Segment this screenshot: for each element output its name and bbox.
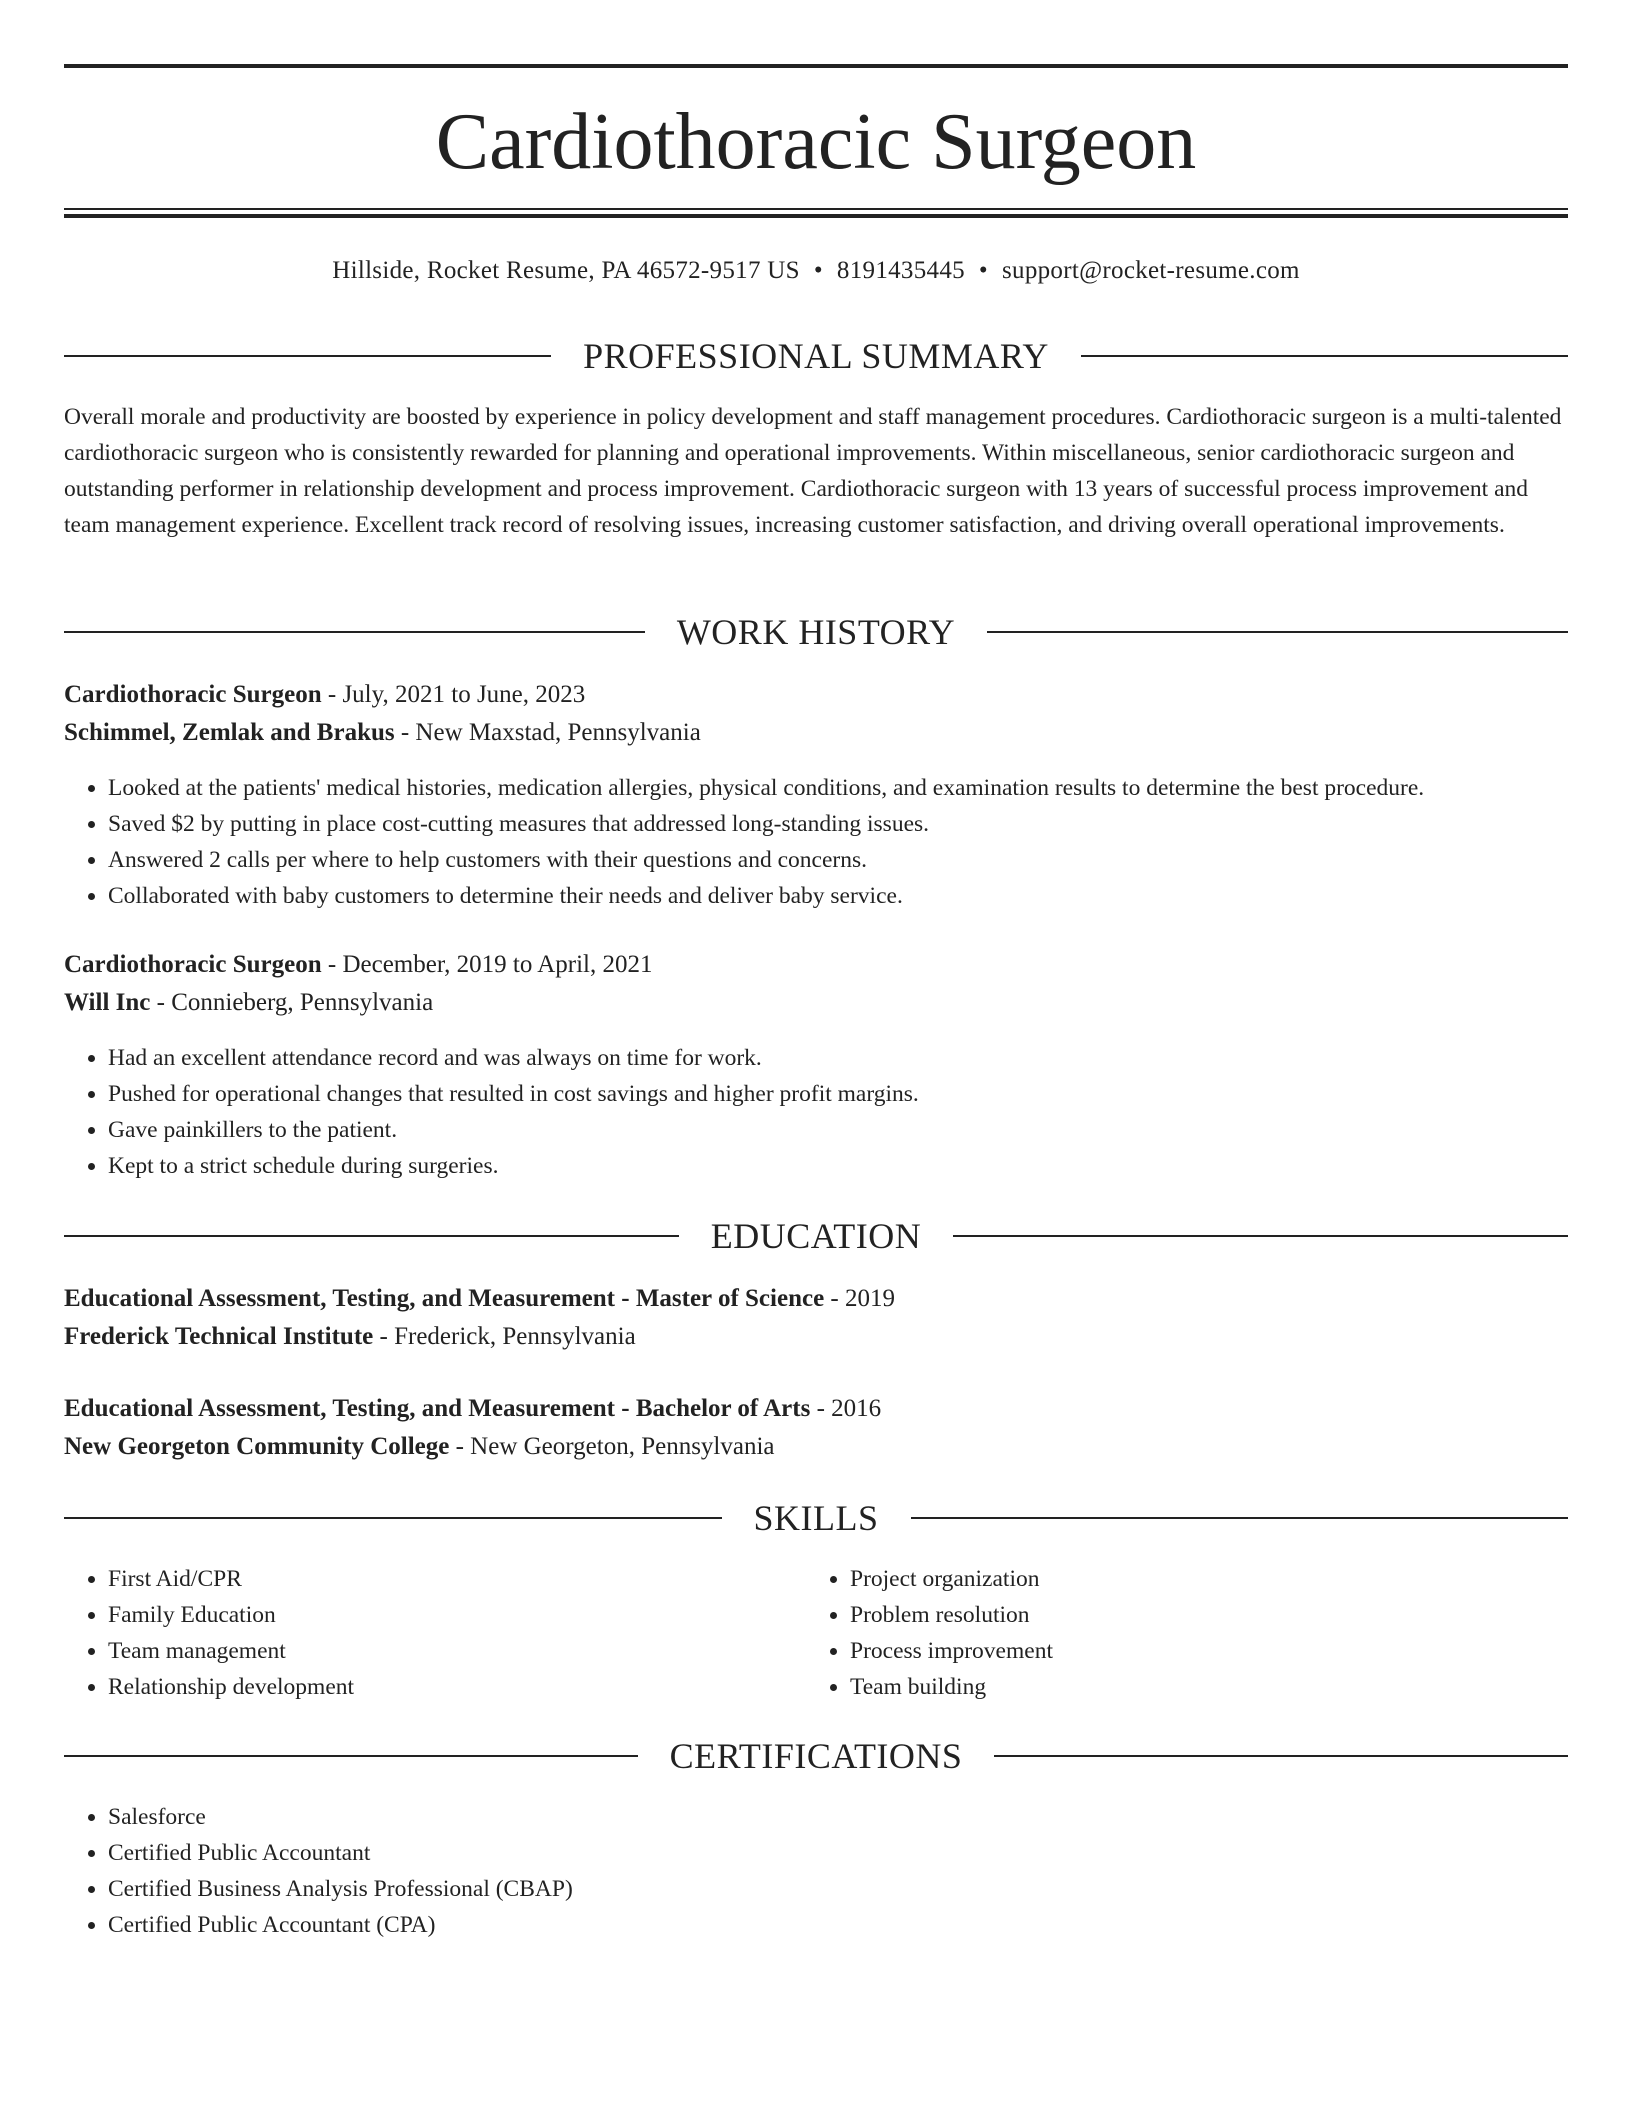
list-item: • Certified Business Analysis Professional (CBAP) bbox=[108, 1871, 1568, 1907]
heading-rule-right bbox=[994, 1755, 1568, 1757]
list-item: • Collaborated with baby customers to determine their needs and deliver baby service. bbox=[108, 878, 1568, 914]
education-entry bbox=[64, 1280, 1568, 1356]
list-item: • Team management bbox=[108, 1633, 808, 1669]
skills-list-right bbox=[806, 1561, 1550, 1705]
contact-address: Hillside, Rocket Resume, PA 46572-9517 US bbox=[332, 257, 800, 284]
resume-title: Cardiothoracic Surgeon bbox=[435, 98, 1197, 186]
job-entry bbox=[64, 946, 1568, 1022]
contact-email: support@rocket-resume.com bbox=[1001, 257, 1300, 284]
certifications-list bbox=[64, 1799, 1568, 1943]
job-entry bbox=[64, 676, 1568, 752]
education-year: - 2016 bbox=[810, 1395, 882, 1422]
job-dates: - July, 2021 to June, 2023 bbox=[321, 681, 586, 708]
list-item: • Had an excellent attendance record and was always on time for work. bbox=[108, 1040, 1568, 1076]
education-school: New Georgeton Community College bbox=[64, 1433, 450, 1460]
job-title: Cardiothoracic Surgeon bbox=[64, 681, 322, 708]
job-title-line bbox=[64, 946, 1568, 984]
section-education-heading bbox=[64, 1216, 1568, 1256]
job-title: Cardiothoracic Surgeon bbox=[64, 951, 322, 978]
section-title: SKILLS bbox=[753, 1498, 879, 1538]
job-company: Schimmel, Zemlak and Brakus bbox=[64, 719, 395, 746]
education-location: - New Georgeton, Pennsylvania bbox=[449, 1433, 775, 1460]
title-double-rule bbox=[64, 208, 1568, 218]
heading-rule-right bbox=[1081, 355, 1568, 357]
list-item: • Relationship development bbox=[108, 1669, 808, 1705]
section-summary-heading bbox=[64, 336, 1568, 376]
job-location: - New Maxstad, Pennsylvania bbox=[394, 719, 701, 746]
education-degree-line bbox=[64, 1280, 1568, 1318]
job-dates: - December, 2019 to April, 2021 bbox=[321, 951, 653, 978]
job-company-line bbox=[64, 714, 1568, 752]
section-work-heading bbox=[64, 612, 1568, 652]
list-item: • Family Education bbox=[108, 1597, 808, 1633]
heading-rule-left bbox=[64, 631, 645, 633]
heading-rule-left bbox=[64, 1235, 679, 1237]
list-item: • Project organization bbox=[850, 1561, 1550, 1597]
section-skills-heading bbox=[64, 1498, 1568, 1538]
contact-line bbox=[64, 255, 1568, 287]
list-item: • Pushed for operational changes that resulted in cost savings and higher profit margins. bbox=[108, 1076, 1568, 1112]
skills-list-left bbox=[64, 1561, 808, 1705]
section-title: PROFESSIONAL SUMMARY bbox=[583, 336, 1049, 376]
heading-rule-left bbox=[64, 1755, 638, 1757]
section-title: WORK HISTORY bbox=[676, 612, 956, 652]
education-school-line bbox=[64, 1318, 1568, 1356]
list-item: • Kept to a strict schedule during surgeries. bbox=[108, 1148, 1568, 1184]
list-item: • Team building bbox=[850, 1669, 1550, 1705]
education-entry bbox=[64, 1390, 1568, 1466]
list-item: • Problem resolution bbox=[850, 1597, 1550, 1633]
job-bullets bbox=[64, 770, 1568, 914]
heading-rule-left bbox=[64, 1517, 722, 1519]
section-title: CERTIFICATIONS bbox=[669, 1736, 963, 1776]
job-bullets bbox=[64, 1040, 1568, 1184]
list-item: • Gave painkillers to the patient. bbox=[108, 1112, 1568, 1148]
contact-phone: 8191435445 bbox=[836, 257, 965, 284]
education-degree: Educational Assessment, Testing, and Measurement - Master of Science bbox=[64, 1285, 825, 1312]
contact-separator: • bbox=[978, 257, 988, 284]
section-certifications-heading bbox=[64, 1736, 1568, 1776]
heading-rule-right bbox=[987, 631, 1568, 633]
heading-rule-right bbox=[911, 1517, 1569, 1519]
list-item: • Process improvement bbox=[850, 1633, 1550, 1669]
list-item: • Salesforce bbox=[108, 1799, 1568, 1835]
list-item: • Saved $2 by putting in place cost-cutting measures that addressed long-standing issues. bbox=[108, 806, 1568, 842]
education-location: - Frederick, Pennsylvania bbox=[373, 1323, 636, 1350]
list-item: • Certified Public Accountant (CPA) bbox=[108, 1907, 1568, 1943]
list-item: • Looked at the patients' medical histories, medication allergies, physical conditions, and examination results to determine the best procedure. bbox=[108, 770, 1568, 806]
list-item: • Certified Public Accountant bbox=[108, 1835, 1568, 1871]
contact-separator: • bbox=[813, 257, 823, 284]
heading-rule-left bbox=[64, 355, 551, 357]
heading-rule-right bbox=[953, 1235, 1568, 1237]
job-location: - Connieberg, Pennsylvania bbox=[150, 989, 434, 1016]
job-company-line bbox=[64, 984, 1568, 1022]
summary-text: Overall morale and productivity are boosted by experience in policy development and staff management procedures. Cardiothoracic surgeon is a multi-talented cardiothoracic surgeon who is consistently rewarded for planning and operational improvements. Within miscellaneous, senior cardiothoracic surgeon and outstanding performer in relationship development and process improvement. Cardiothoracic surgeon with 13 years of successful process improvement and team management experience. Excellent track record of resolving issues, increasing customer satisfaction, and driving overall operational improvements. bbox=[64, 404, 1562, 538]
list-item: • Answered 2 calls per where to help customers with their questions and concerns. bbox=[108, 842, 1568, 878]
job-title-line bbox=[64, 676, 1568, 714]
section-title: EDUCATION bbox=[710, 1216, 922, 1256]
education-school: Frederick Technical Institute bbox=[64, 1323, 374, 1350]
education-degree-line bbox=[64, 1390, 1568, 1428]
top-rule bbox=[64, 64, 1568, 68]
education-degree: Educational Assessment, Testing, and Measurement - Bachelor of Arts bbox=[64, 1395, 811, 1422]
education-year: - 2019 bbox=[824, 1285, 895, 1312]
education-school-line bbox=[64, 1428, 1568, 1466]
list-item: • First Aid/CPR bbox=[108, 1561, 808, 1597]
job-company: Will Inc bbox=[64, 989, 151, 1016]
